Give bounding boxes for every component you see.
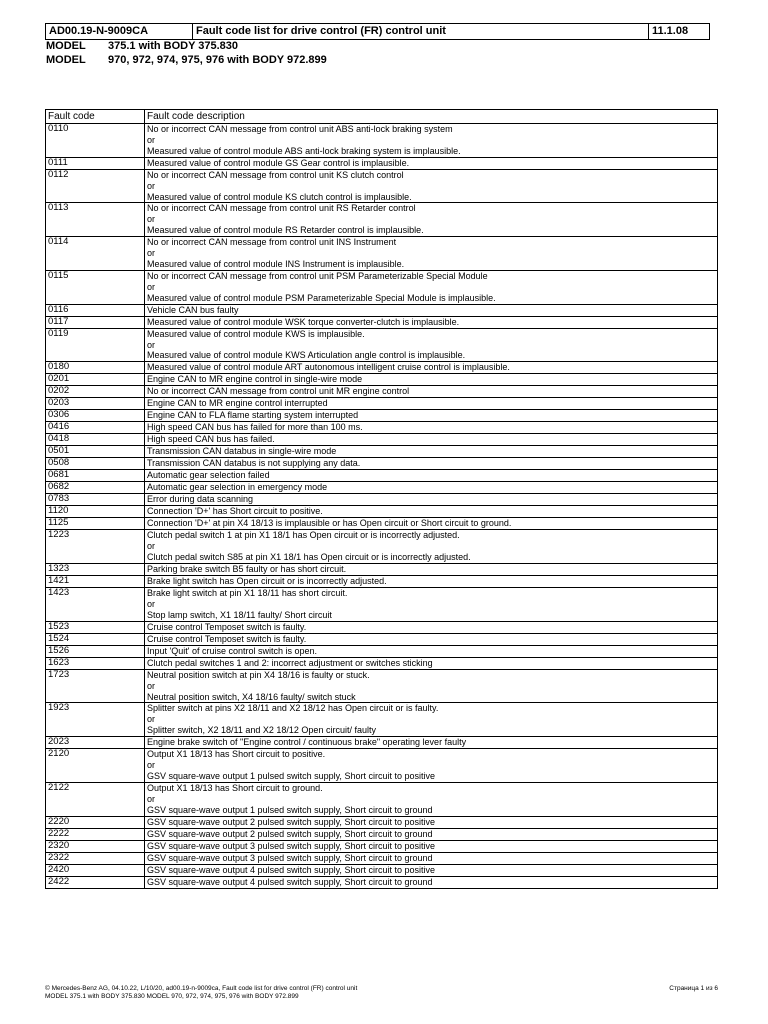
page-footer	[45, 985, 718, 1001]
table-row	[46, 304, 718, 316]
fault-code-table	[45, 109, 718, 889]
col-fault-code: Fault code	[46, 110, 145, 124]
fault-code-cell: 0112	[46, 169, 145, 203]
table-row	[46, 816, 718, 828]
model-value: 375.1 with BODY 375.830	[108, 40, 239, 52]
fault-description-cell: GSV square-wave output 4 pulsed switch supply, Short circuit to positive	[145, 864, 718, 876]
table-row	[46, 737, 718, 749]
table-row	[46, 518, 718, 530]
fault-code-cell: 0306	[46, 410, 145, 422]
fault-description-cell: Clutch pedal switch 1 at pin X1 18/1 has Open circuit or is incorrectly adjusted. or Clutch pedal switch S85 at pin X1 18/1 has Open circuit or is incorrectly adjusted.	[145, 530, 718, 564]
fault-code-cell: 1421	[46, 576, 145, 588]
table-row	[46, 470, 718, 482]
fault-description-cell: Measured value of control module KWS is implausible. or Measured value of control module KWS Articulation angle control is implausible.	[145, 328, 718, 362]
fault-description-cell: Splitter switch at pins X2 18/11 and X2 18/12 has Open circuit or is faulty. or Splitter switch, X2 18/11 and X2 18/12 Open circuit/ faulty	[145, 703, 718, 737]
table-row	[46, 398, 718, 410]
table-row	[46, 482, 718, 494]
fault-code-cell: 1423	[46, 588, 145, 622]
table-row	[46, 749, 718, 783]
fault-description-cell: Measured value of control module ART autonomous intelligent cruise control is implausible.	[145, 362, 718, 374]
fault-description-cell: GSV square-wave output 3 pulsed switch supply, Short circuit to positive	[145, 840, 718, 852]
table-row	[46, 645, 718, 657]
table-row	[46, 434, 718, 446]
table-row	[46, 864, 718, 876]
table-row	[46, 458, 718, 470]
table-row	[46, 494, 718, 506]
fault-code-rows	[46, 124, 718, 889]
fault-code-cell: 2422	[46, 876, 145, 888]
fault-description-cell: No or incorrect CAN message from control unit KS clutch control or Measured value of control module KS clutch control is implausible.	[145, 169, 718, 203]
fault-description-cell: Transmission CAN databus in single-wire mode	[145, 446, 718, 458]
document-header	[45, 23, 710, 40]
table-row	[46, 657, 718, 669]
fault-code-cell: 1120	[46, 506, 145, 518]
model-line-2	[46, 54, 327, 67]
fault-code-cell: 1524	[46, 633, 145, 645]
model-value: 970, 972, 974, 975, 976 with BODY 972.899	[108, 54, 327, 66]
model-label: MODEL	[46, 54, 86, 66]
fault-description-cell: Error during data scanning	[145, 494, 718, 506]
fault-description-cell: Vehicle CAN bus faulty	[145, 304, 718, 316]
fault-description-cell: Engine CAN to MR engine control in single-wire mode	[145, 374, 718, 386]
fault-code-cell: 2120	[46, 749, 145, 783]
fault-code-cell: 0117	[46, 316, 145, 328]
fault-code-cell: 0203	[46, 398, 145, 410]
fault-description-cell: GSV square-wave output 4 pulsed switch supply, Short circuit to ground	[145, 876, 718, 888]
fault-description-cell: Cruise control Temposet switch is faulty.	[145, 621, 718, 633]
footer-models: MODEL 375.1 with BODY 375.830 MODEL 970, 972, 974, 975, 976 with BODY 972.899	[45, 993, 299, 1000]
table-row	[46, 530, 718, 564]
fault-code-cell: 0115	[46, 270, 145, 304]
fault-description-cell: Cruise control Temposet switch is faulty.	[145, 633, 718, 645]
doc-title: Fault code list for drive control (FR) control unit	[193, 24, 649, 40]
fault-description-cell: Automatic gear selection failed	[145, 470, 718, 482]
table-row	[46, 669, 718, 703]
table-row	[46, 782, 718, 816]
fault-description-cell: GSV square-wave output 3 pulsed switch supply, Short circuit to ground	[145, 852, 718, 864]
model-label: MODEL	[46, 40, 86, 52]
fault-description-cell: No or incorrect CAN message from control unit PSM Parameterizable Special Module or Measured value of control module PSM Parameterizable Special Module is implausible.	[145, 270, 718, 304]
fault-code-cell: 0111	[46, 157, 145, 169]
fault-description-cell: No or incorrect CAN message from control unit RS Retarder control or Measured value of control module RS Retarder control is implausible.	[145, 203, 718, 237]
fault-code-cell: 0201	[46, 374, 145, 386]
table-row	[46, 633, 718, 645]
table-row	[46, 328, 718, 362]
fault-description-cell: Neutral position switch at pin X4 18/16 is faulty or stuck. or Neutral position switch, X4 18/16 faulty/ switch stuck	[145, 669, 718, 703]
doc-code: AD00.19-N-9009CA	[46, 24, 193, 40]
fault-description-cell: Brake light switch has Open circuit or is incorrectly adjusted.	[145, 576, 718, 588]
fault-description-cell: Transmission CAN databus is not supplying any data.	[145, 458, 718, 470]
fault-code-cell: 2122	[46, 782, 145, 816]
fault-description-cell: Input 'Quit' of cruise control switch is open.	[145, 645, 718, 657]
fault-code-cell: 0180	[46, 362, 145, 374]
fault-code-cell: 1223	[46, 530, 145, 564]
table-row	[46, 446, 718, 458]
fault-description-cell: Engine brake switch of "Engine control / continuous brake" operating lever faulty	[145, 737, 718, 749]
model-line-1	[46, 40, 238, 53]
page-number: Страница 1 из 6	[669, 985, 718, 992]
table-row	[46, 157, 718, 169]
table-row	[46, 621, 718, 633]
fault-description-cell: High speed CAN bus has failed for more than 100 ms.	[145, 422, 718, 434]
fault-description-cell: Engine CAN to FLA flame starting system interrupted	[145, 410, 718, 422]
fault-code-cell: 1523	[46, 621, 145, 633]
fault-description-cell: No or incorrect CAN message from control unit INS Instrument or Measured value of control module INS Instrument is implausible.	[145, 237, 718, 271]
fault-code-cell: 2322	[46, 852, 145, 864]
table-row	[46, 576, 718, 588]
fault-code-cell: 1623	[46, 657, 145, 669]
fault-code-cell: 2220	[46, 816, 145, 828]
fault-code-cell: 1125	[46, 518, 145, 530]
fault-code-cell: 0113	[46, 203, 145, 237]
fault-code-cell: 0418	[46, 434, 145, 446]
fault-code-cell: 2420	[46, 864, 145, 876]
table-row	[46, 316, 718, 328]
col-fault-description: Fault code description	[145, 110, 718, 124]
fault-description-cell: GSV square-wave output 2 pulsed switch supply, Short circuit to ground	[145, 828, 718, 840]
fault-code-cell: 0501	[46, 446, 145, 458]
fault-code-cell: 0508	[46, 458, 145, 470]
fault-code-cell: 0110	[46, 124, 145, 158]
fault-description-cell: Connection 'D+' has Short circuit to positive.	[145, 506, 718, 518]
table-row	[46, 410, 718, 422]
fault-code-cell: 1526	[46, 645, 145, 657]
table-row	[46, 203, 718, 237]
fault-description-cell: Measured value of control module GS Gear control is implausible.	[145, 157, 718, 169]
table-row	[46, 124, 718, 158]
table-row	[46, 828, 718, 840]
fault-description-cell: Clutch pedal switches 1 and 2: incorrect adjustment or switches sticking	[145, 657, 718, 669]
table-row	[46, 852, 718, 864]
fault-code-cell: 1323	[46, 564, 145, 576]
table-row	[46, 270, 718, 304]
footer-copyright: © Mercedes-Benz AG, 04.10.22, L/10/20, ad00.19-n-9009ca, Fault code list for drive control (FR) control unit	[45, 985, 358, 992]
table-row	[46, 237, 718, 271]
table-row	[46, 588, 718, 622]
table-row	[46, 422, 718, 434]
fault-code-cell: 2222	[46, 828, 145, 840]
table-row	[46, 386, 718, 398]
fault-description-cell: GSV square-wave output 2 pulsed switch supply, Short circuit to positive	[145, 816, 718, 828]
table-row	[46, 374, 718, 386]
fault-code-cell: 0116	[46, 304, 145, 316]
fault-description-cell: Parking brake switch B5 faulty or has short circuit.	[145, 564, 718, 576]
table-row	[46, 169, 718, 203]
doc-date: 11.1.08	[649, 24, 710, 40]
fault-code-cell: 0682	[46, 482, 145, 494]
fault-description-cell: Output X1 18/13 has Short circuit to ground. or GSV square-wave output 1 pulsed switch supply, Short circuit to ground	[145, 782, 718, 816]
table-header-row	[46, 110, 718, 124]
fault-code-cell: 0114	[46, 237, 145, 271]
fault-code-cell: 2320	[46, 840, 145, 852]
fault-code-cell: 0416	[46, 422, 145, 434]
fault-code-cell: 1923	[46, 703, 145, 737]
fault-description-cell: Brake light switch at pin X1 18/11 has short circuit. or Stop lamp switch, X1 18/11 faulty/ Short circuit	[145, 588, 718, 622]
fault-code-cell: 0119	[46, 328, 145, 362]
fault-description-cell: Engine CAN to MR engine control interrupted	[145, 398, 718, 410]
table-row	[46, 703, 718, 737]
fault-description-cell: High speed CAN bus has failed.	[145, 434, 718, 446]
fault-description-cell: No or incorrect CAN message from control unit MR engine control	[145, 386, 718, 398]
fault-description-cell: Automatic gear selection in emergency mode	[145, 482, 718, 494]
fault-description-cell: Connection 'D+' at pin X4 18/13 is implausible or has Open circuit or Short circuit to ground.	[145, 518, 718, 530]
fault-code-cell: 1723	[46, 669, 145, 703]
fault-code-cell: 2023	[46, 737, 145, 749]
fault-description-cell: No or incorrect CAN message from control unit ABS anti-lock braking system or Measured value of control module ABS anti-lock braking system is implausible.	[145, 124, 718, 158]
table-row	[46, 840, 718, 852]
fault-description-cell: Output X1 18/13 has Short circuit to positive. or GSV square-wave output 1 pulsed switch supply, Short circuit to positive	[145, 749, 718, 783]
fault-code-cell: 0783	[46, 494, 145, 506]
fault-description-cell: Measured value of control module WSK torque converter-clutch is implausible.	[145, 316, 718, 328]
fault-code-cell: 0681	[46, 470, 145, 482]
table-row	[46, 506, 718, 518]
table-row	[46, 564, 718, 576]
table-row	[46, 876, 718, 888]
fault-code-cell: 0202	[46, 386, 145, 398]
table-row	[46, 362, 718, 374]
